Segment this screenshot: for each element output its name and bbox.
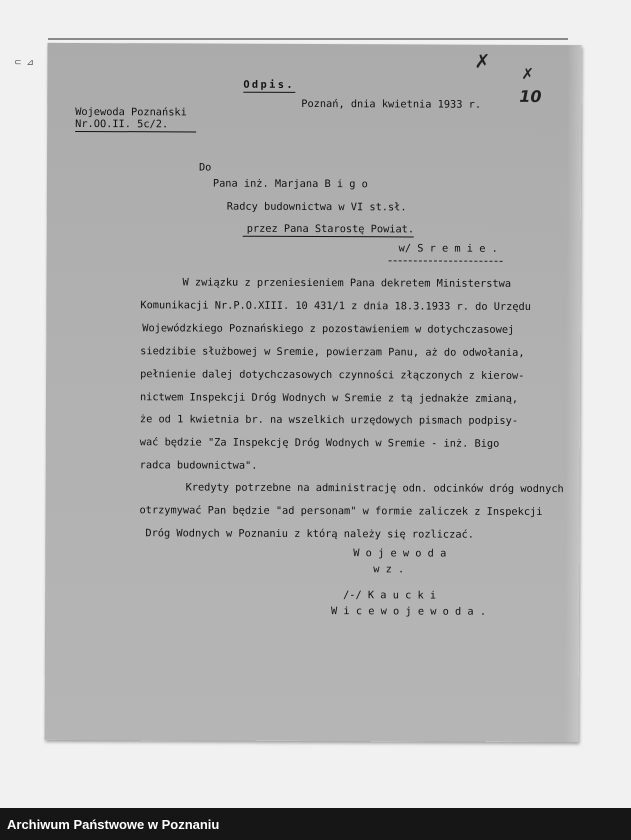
signature-role: W i c e w o j e w o d a . [331, 605, 487, 618]
body-line-1: W związku z przeniesieniem Pana dekretem Ministerstwa [182, 276, 512, 290]
body-line-2: Komunikacji Nr.P.O.XIII. 10 431/1 z dnia 18.3.1933 r. do Urzędu [140, 299, 531, 313]
addressee-name: Pana inż. Marjana B i g o [212, 177, 368, 191]
dashed-rule [389, 260, 503, 261]
sender-line-1: Wojewoda Poznański [75, 105, 187, 119]
body-line-6: nictwem Inspekcji Dróg Wodnych w Sremie z tą jednakże zmianą, [139, 391, 519, 405]
place-date: Poznań, dnia kwietnia 1933 r. [301, 97, 482, 111]
signature-name: /-/ K a u c k i [343, 589, 437, 602]
handwritten-x-mark: ✗ [474, 50, 491, 73]
sender-line-2: Nr.OO.II. 5c/2. [75, 118, 196, 133]
addressee-via: przez Pana Starostę Powiat. [243, 223, 414, 238]
body-line-5: pełnienie dalej dotychczasowych czynności złączonych z kierow- [140, 368, 525, 382]
scan-edge-marks: ⊂ ⊿ [14, 58, 35, 68]
body-line-4: siedzibie służbowej w Sremie, powierzam Panu, aż do odwołania, [140, 345, 525, 359]
signature-wz: w z . [373, 563, 405, 576]
body-line-8: wać będzie "Za Inspekcję Dróg Wodnych w Sremie - inż. Bigo [139, 436, 500, 450]
addressee-to: Do [198, 161, 212, 174]
addressee-place: w/ S r e m i e . [398, 242, 498, 255]
document-heading: Odpis. [243, 78, 295, 91]
handwritten-x-mark-small: ✗ [521, 64, 535, 83]
handwritten-page-number: 10 [519, 86, 542, 106]
archive-name: Archiwum Państwowe w Poznaniu [7, 817, 220, 832]
body-line-11: otrzymywać Pan będzie "ad personam" w formie zaliczek z Inspekcji [139, 504, 543, 519]
archive-footer-bar [0, 808, 631, 840]
addressee-rank: Radcy budownictwa w VI st.sł. [226, 200, 407, 214]
document-page [44, 43, 581, 742]
body-line-12: Dróg Wodnych w Poznaniu z którą należy się rozliczać. [145, 527, 474, 541]
body-line-7: że od 1 kwietnia br. na wszelkich urzędowych pismach podpisy- [139, 413, 519, 427]
body-line-3: Wojewódzkiego Poznańskiego z pozostawieniem w dotychczasowej [142, 322, 515, 336]
body-line-10: Kredyty potrzebne na administrację odn. odcinków dróg wodnych [185, 481, 564, 496]
signature-title: W o j e w o d a [353, 547, 447, 560]
body-line-9: radca budownictwa". [139, 459, 258, 472]
